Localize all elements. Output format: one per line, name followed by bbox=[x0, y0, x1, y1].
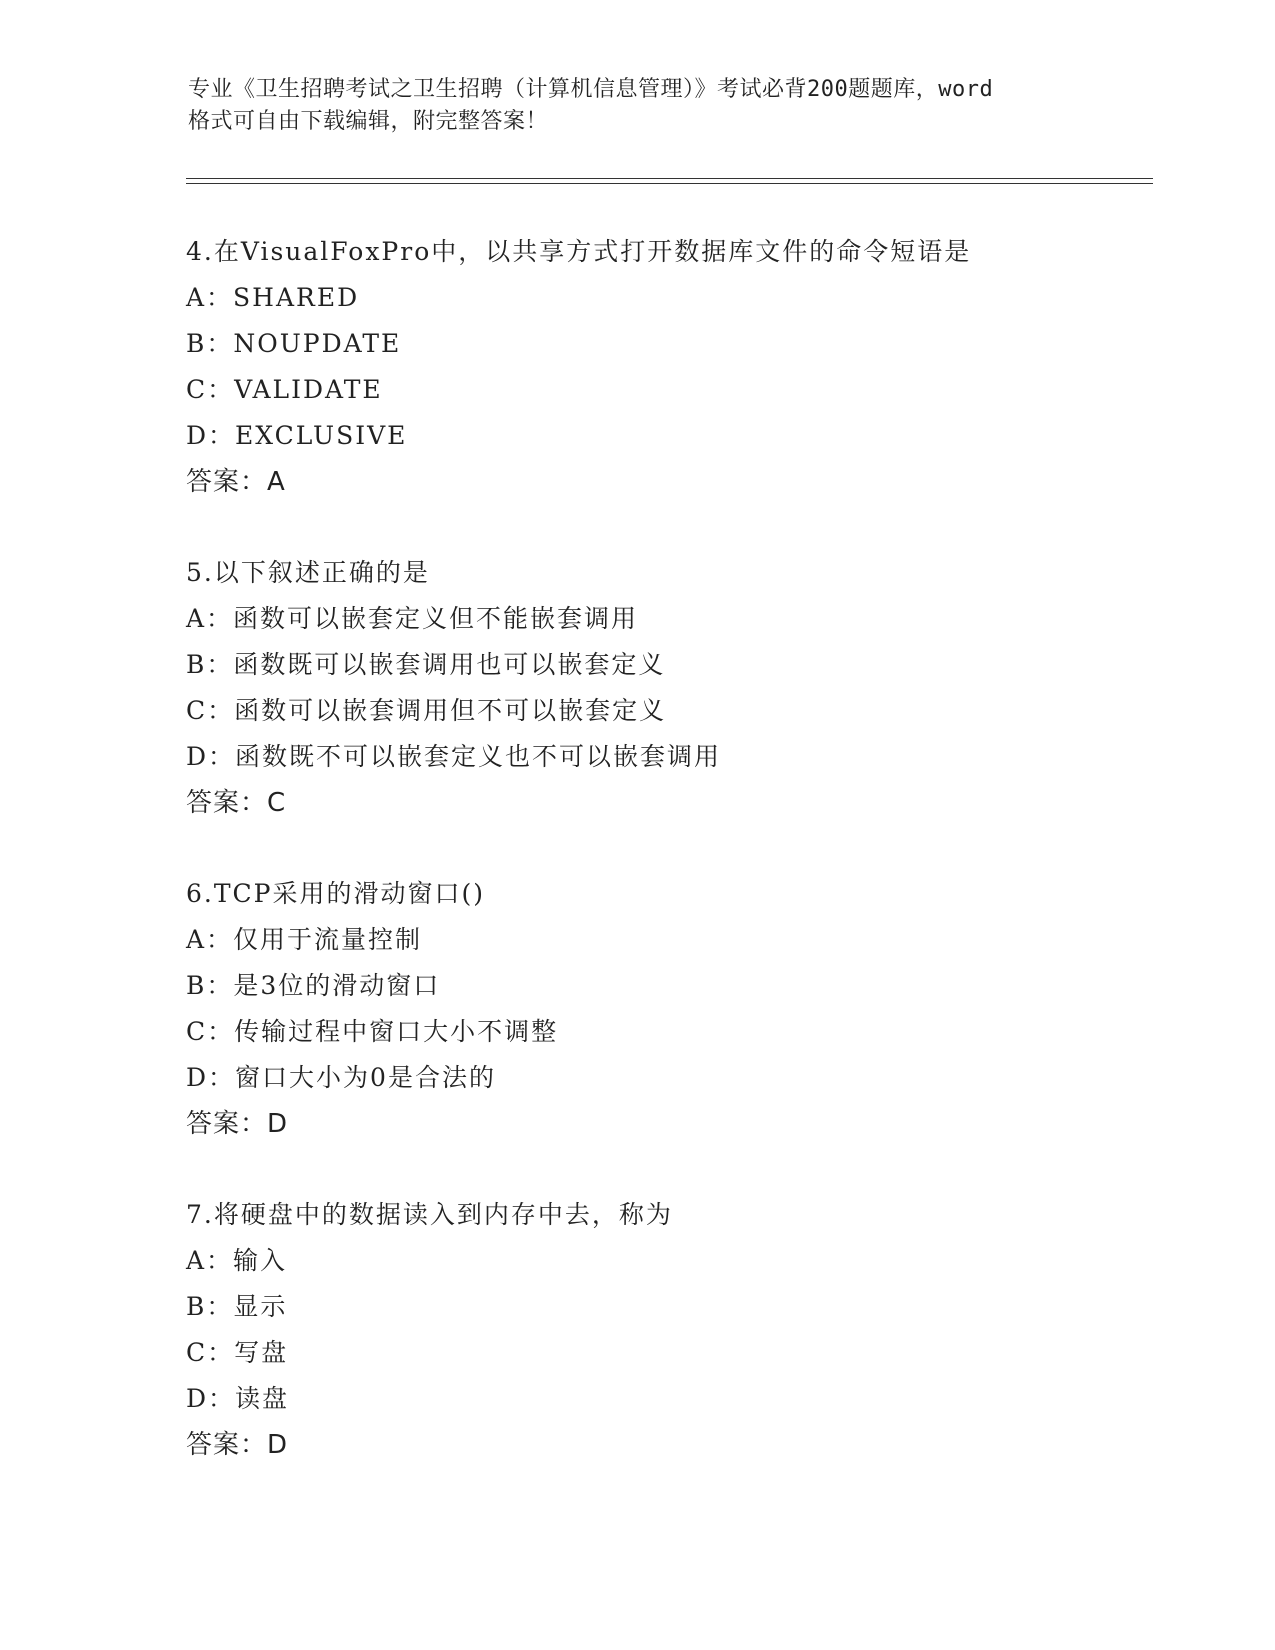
header-divider-top bbox=[186, 178, 1153, 179]
option-b: B：是3位的滑动窗口 bbox=[186, 971, 441, 1000]
document-header bbox=[188, 74, 1088, 138]
option-c: C：传输过程中窗口大小不调整 bbox=[186, 1017, 559, 1046]
question-stem: 7.将硬盘中的数据读入到内存中去，称为 bbox=[186, 1200, 673, 1229]
option-b: B：NOUPDATE bbox=[186, 329, 402, 358]
option-d: D：函数既不可以嵌套定义也不可以嵌套调用 bbox=[186, 742, 722, 771]
question-stem: 5.以下叙述正确的是 bbox=[186, 558, 430, 587]
header-divider-bottom bbox=[186, 183, 1153, 184]
option-d: D：窗口大小为0是合法的 bbox=[186, 1063, 496, 1092]
option-a: A：SHARED bbox=[186, 283, 360, 312]
answer-line: 答案：D bbox=[186, 1109, 289, 1139]
question-7 bbox=[186, 1192, 1166, 1468]
option-a: A：函数可以嵌套定义但不能嵌套调用 bbox=[186, 604, 639, 633]
option-a: A：输入 bbox=[186, 1246, 288, 1275]
header-title-line-2: 格式可自由下载编辑，附完整答案！ bbox=[188, 109, 549, 134]
option-b: B：函数既可以嵌套调用也可以嵌套定义 bbox=[186, 650, 666, 679]
question-4 bbox=[186, 229, 1166, 505]
question-stem: 6.TCP采用的滑动窗口() bbox=[186, 879, 485, 908]
answer-line: 答案：D bbox=[186, 1430, 289, 1460]
answer-line: 答案：A bbox=[186, 467, 286, 497]
option-c: C：VALIDATE bbox=[186, 375, 383, 404]
answer-line: 答案：C bbox=[186, 788, 287, 818]
option-b: B：显示 bbox=[186, 1292, 288, 1321]
question-6 bbox=[186, 871, 1166, 1147]
header-title-line-1: 专业《卫生招聘考试之卫生招聘（计算机信息管理）》考试必背200题题库，word bbox=[188, 77, 994, 102]
question-stem: 4.在VisualFoxPro中，以共享方式打开数据库文件的命令短语是 bbox=[186, 237, 972, 266]
option-d: D：读盘 bbox=[186, 1384, 290, 1413]
option-c: C：函数可以嵌套调用但不可以嵌套定义 bbox=[186, 696, 667, 725]
option-d: D：EXCLUSIVE bbox=[186, 421, 408, 450]
question-5 bbox=[186, 550, 1166, 826]
option-a: A：仅用于流量控制 bbox=[186, 925, 423, 954]
option-c: C：写盘 bbox=[186, 1338, 289, 1367]
